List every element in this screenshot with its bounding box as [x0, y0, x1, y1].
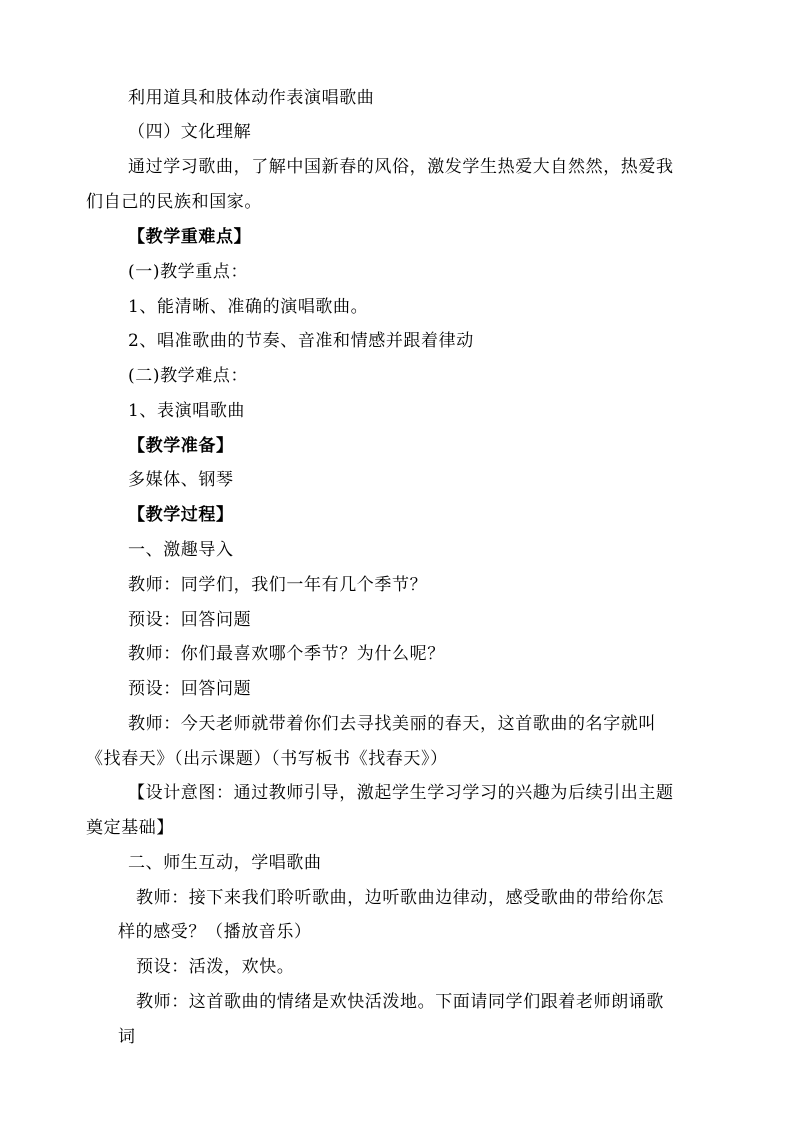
text-line-expected-3: 预设：活泼，欢快。: [136, 957, 295, 977]
text-line-design-intent-1: 【设计意图：通过教师引导，激起学生学习学习的兴趣为后续引出主题: [128, 783, 674, 803]
text-line-props-performance: 利用道具和肢体动作表演唱歌曲: [128, 88, 375, 108]
text-line-teacher-4-cont: 样的感受？（播放音乐）: [118, 922, 312, 942]
text-line-teacher-4: 教师：接下来我们聆听歌曲，边听歌曲边律动，感受歌曲的带给你怎: [136, 888, 664, 908]
heading-teaching-process: 【教学过程】: [128, 505, 234, 525]
heading-teaching-preparation: 【教学准备】: [128, 436, 234, 456]
heading-introduction: 一、激趣导入: [128, 540, 234, 560]
text-line-expected-1: 预设：回答问题: [128, 610, 252, 630]
text-line-key-point-1: 1、能清晰、准确的演唱歌曲。: [128, 297, 369, 317]
text-line-teacher-5: 教师：这首歌曲的情绪是欢快活泼地。下面请同学们跟着老师朗诵歌: [136, 992, 664, 1012]
heading-interaction: 二、师生互动，学唱歌曲: [128, 853, 322, 873]
text-line-teacher-3-cont: 《找春天》（出示课题）（书写板书《找春天》）: [86, 749, 448, 769]
text-line-design-intent-2: 奠定基础】: [86, 818, 174, 838]
text-line-teacher-5-cont: 词: [118, 1027, 136, 1047]
text-line-difficult-point-1: 1、表演唱歌曲: [128, 401, 246, 421]
subheading-difficult-points: (二)教学难点：: [128, 366, 249, 386]
subheading-key-points: (一)教学重点：: [128, 262, 249, 282]
heading-key-difficult-points: 【教学重难点】: [128, 227, 252, 247]
text-line-key-point-2: 2、唱准歌曲的节奏、音准和情感并跟着律动: [128, 331, 474, 351]
text-line-teacher-3: 教师：今天老师就带着你们去寻找美丽的春天，这首歌曲的名字就叫: [128, 714, 656, 734]
text-line-expected-2: 预设：回答问题: [128, 679, 252, 699]
text-line-teacher-1: 教师：同学们，我们一年有几个季节？: [128, 575, 428, 595]
text-line-culture-2: 们自己的民族和国家。: [86, 192, 262, 212]
heading-culture-understanding: （四）文化理解: [128, 122, 252, 142]
text-line-culture-1: 通过学习歌曲，了解中国新春的风俗，激发学生热爱大自然然，热爱我: [128, 157, 674, 177]
text-line-teacher-2: 教师：你们最喜欢哪个季节？为什么呢？: [128, 644, 445, 664]
text-line-preparation: 多媒体、钢琴: [128, 470, 234, 490]
